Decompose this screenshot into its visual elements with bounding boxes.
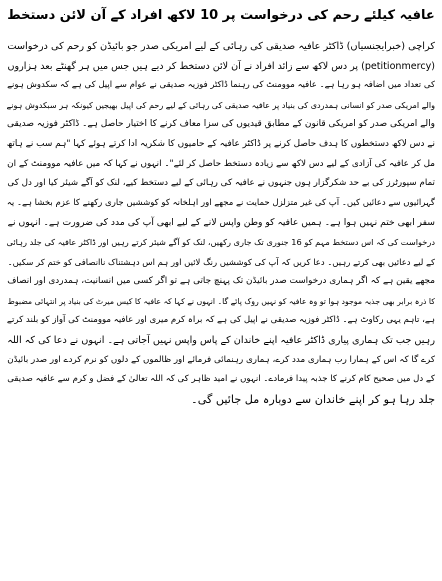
article-line: گہرائیوں سے دعائیں کیں۔ آپ کی غیر متزلزل حمایت نے مجھے اور اہلخانہ کو کوششیں جاری رکھنے کا عزم بخشا ہے۔ یہ — [7, 197, 435, 208]
article-headline: عافیہ کیلئے رحم کی درخواست پر 10 لاکھ افراد کے آن لائن دستخط — [7, 8, 435, 23]
article-line: رہیں جب تک ہماری پیاری ڈاکٹر عافیہ اپنے خاندان کے پاس واپس نہیں آجاتی ہے۔ انہوں نے دعا کی کہ اللہ — [7, 334, 435, 346]
article-body — [7, 37, 435, 409]
article-line: (petitionmercy) پر دس لاکھ سے زائد افراد نے آن لائن دستخط کر دیے ہیں جس میں ہر گھنٹے بعد ہزاروں — [7, 60, 435, 72]
article-line: سفر ابھی ختم نہیں ہوا ہے۔ ہمیں عافیہ کو وطن واپس لانے کے لیے ابھی آپ کی مدد کی ضرورت ہے۔ انہوں نے — [7, 217, 435, 229]
article-line: درخواست کی کہ اس دستخط مہم کو 16 جنوری تک جاری رکھیں، لنک کو آگے شیئر کرتے رہیں اور ڈاکٹر عافیہ کی جلد رہائی — [7, 236, 435, 247]
article-line: جلد رہا ہو کر اپنے خاندان سے دوبارہ مل جائیں گی۔ — [191, 392, 435, 406]
article-line: ہے، تاہم یہی رکاوٹ ہے۔ ڈاکٹر فوزیہ صدیقی نے اپیل کی ہے کہ براہ کرم میری اور عافیہ موومنٹ کی آواز کو بلند کرتے — [7, 315, 435, 326]
article-line: کے دل میں صحیح کام کرنے کا جذبہ پیدا فرمادے۔ انہوں نے امید ظاہر کی کہ اللہ تعالیٰ کے فضل و کرم سے عافیہ صدیقی — [7, 374, 435, 385]
article-line: کے لیے دعائیں بھی کرتے رہیں۔ دعا کریں کہ آپ کی کوششیں رنگ لائیں اور ہم اس دہشتناک ناانصافی کو ختم کر سکیں۔ — [7, 256, 435, 267]
article-line: تمام سپورٹرز کی بے حد شکرگزار ہوں جنہوں نے عافیہ کی رہائی کے لیے دستخط کیے، لنک کو آگے شیئر کیا اور دل کی — [7, 178, 435, 189]
article-line: والے امریکی صدر کو انسانی ہمدردی کی بنیاد پر عافیہ صدیقی کی رہائی کے لیے رحم کی اپیل بھیجیں کیونکہ ہر سبکدوش ہونے — [7, 99, 435, 110]
article-line: والے امریکی صدر کو امریکی قانون کے مطابق قیدیوں کی سزا معاف کرنے کا اختیار حاصل ہے۔ ڈاکٹر فوزیہ صدیقی — [7, 119, 435, 130]
article-line: نے دس لاکھ دستخطوں کا ہدف حاصل کرنے پر ڈاکٹر عافیہ کے حامیوں کا شکریہ ادا کرتے ہوئے کہا "ہم سب نے ہاتھ — [7, 138, 435, 149]
article-line: کرے گا کہ اس کے ہمارا رب ہماری مدد کرے، ہماری رہنمائی فرمائے اور ظالموں کے دلوں کو نرم کردے اور صدر بائیڈن — [7, 354, 435, 365]
article-line: کراچی (خبرایجنسیاں) ڈاکٹر عافیہ صدیقی کی رہائی کے لیے امریکی صدر جو بائیڈن کو رحم کی درخواست — [7, 41, 435, 52]
article-line: کی تعداد میں اضافہ ہو رہا ہے۔ عافیہ موومنٹ کی رہنما ڈاکٹر فوزیہ صدیقی نے عوام سے اپیل کی ہے کہ سکدوش ہونے — [7, 80, 435, 91]
article-line: مل کر عافیہ کی آزادی کے لیے دس لاکھ سے زیادہ دستخط حاصل کر لئے"۔ انہوں نے کہا کہ میں عافیہ موومنٹ کے ان — [7, 158, 435, 169]
article-line: کا ذرہ برابر بھی جذبہ موجود ہوا تو وہ عافیہ کو نہیں روک پائے گا۔ انہوں نے کہا کہ عافیہ کا کیس میرٹ کی بنیاد پر انتہائی مضبوط — [7, 296, 435, 306]
article-line: مجھے یقین ہے کہ اگر ہماری درخواست صدر بائیڈن تک پہنچ جاتی ہے تو اگر کسی میں انسانیت، ہمدردی اور انصاف — [7, 276, 435, 287]
